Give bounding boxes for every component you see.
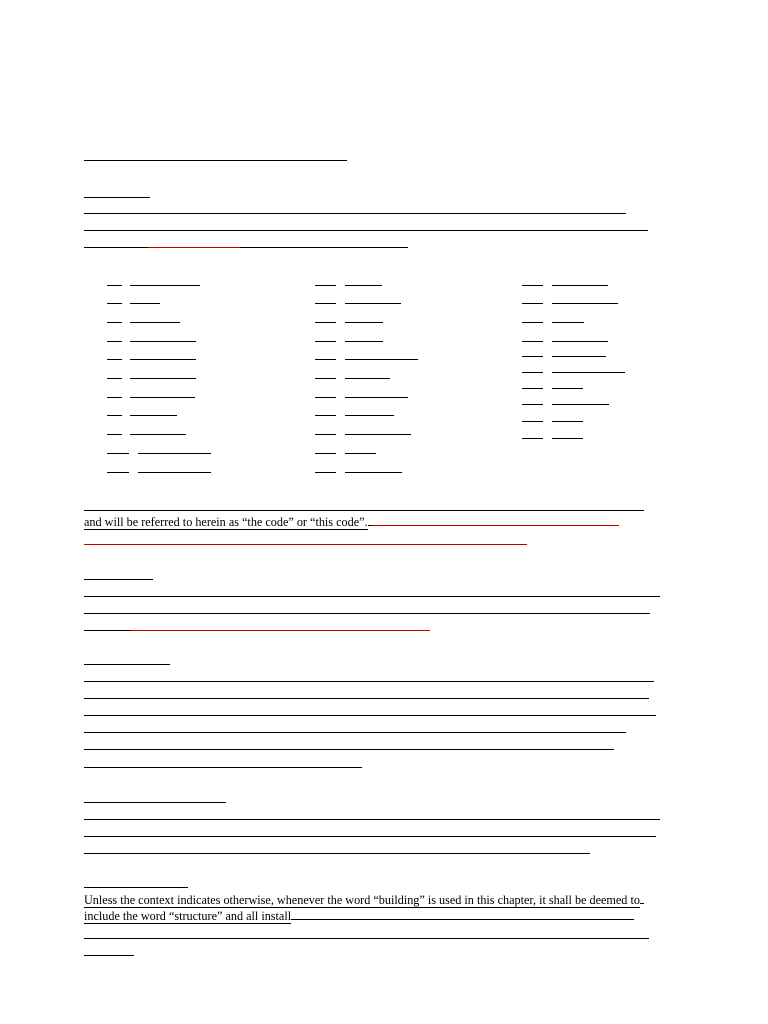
paragraph-line	[84, 510, 644, 511]
paragraph-line	[84, 938, 649, 939]
redline-insertion	[84, 544, 527, 545]
redline-insertion	[130, 630, 430, 631]
section-heading-underline	[84, 197, 150, 198]
building-definition-text-1: Unless the context indicates otherwise, whenever the word “building” is used in this chapter, it shall be deemed to	[84, 893, 640, 907]
paragraph-line	[84, 749, 614, 750]
code-reference-text: and will be referred to herein as “the code” or “this code”.	[84, 515, 368, 529]
paragraph-line	[84, 681, 654, 682]
paragraph-line	[84, 247, 148, 248]
paragraph-line	[84, 613, 650, 614]
section-heading-underline	[84, 802, 226, 803]
paragraph-line	[84, 698, 649, 699]
paragraph-line	[84, 819, 660, 820]
paragraph-line	[84, 630, 130, 631]
paragraph-line	[84, 715, 656, 716]
paragraph-text-line	[84, 908, 634, 923]
paragraph-line	[84, 836, 656, 837]
paragraph-line	[84, 767, 362, 768]
paragraph-line	[84, 596, 660, 597]
paragraph-text-line	[84, 892, 644, 907]
paragraph-text-line	[84, 514, 619, 529]
paragraph-line	[84, 853, 590, 854]
paragraph-line	[84, 213, 626, 214]
section-heading-underline	[84, 579, 153, 580]
chapter-title-underline	[84, 160, 347, 161]
paragraph-line	[84, 230, 648, 231]
paragraph-line	[240, 247, 408, 248]
redline-insertion	[148, 247, 240, 248]
paragraph-line	[84, 732, 626, 733]
building-definition-text-2: include the word “structure” and all install	[84, 909, 292, 923]
paragraph-line	[84, 955, 134, 956]
redline-insertion	[372, 514, 619, 526]
section-heading-underline	[84, 664, 170, 665]
section-heading-underline	[84, 887, 188, 888]
